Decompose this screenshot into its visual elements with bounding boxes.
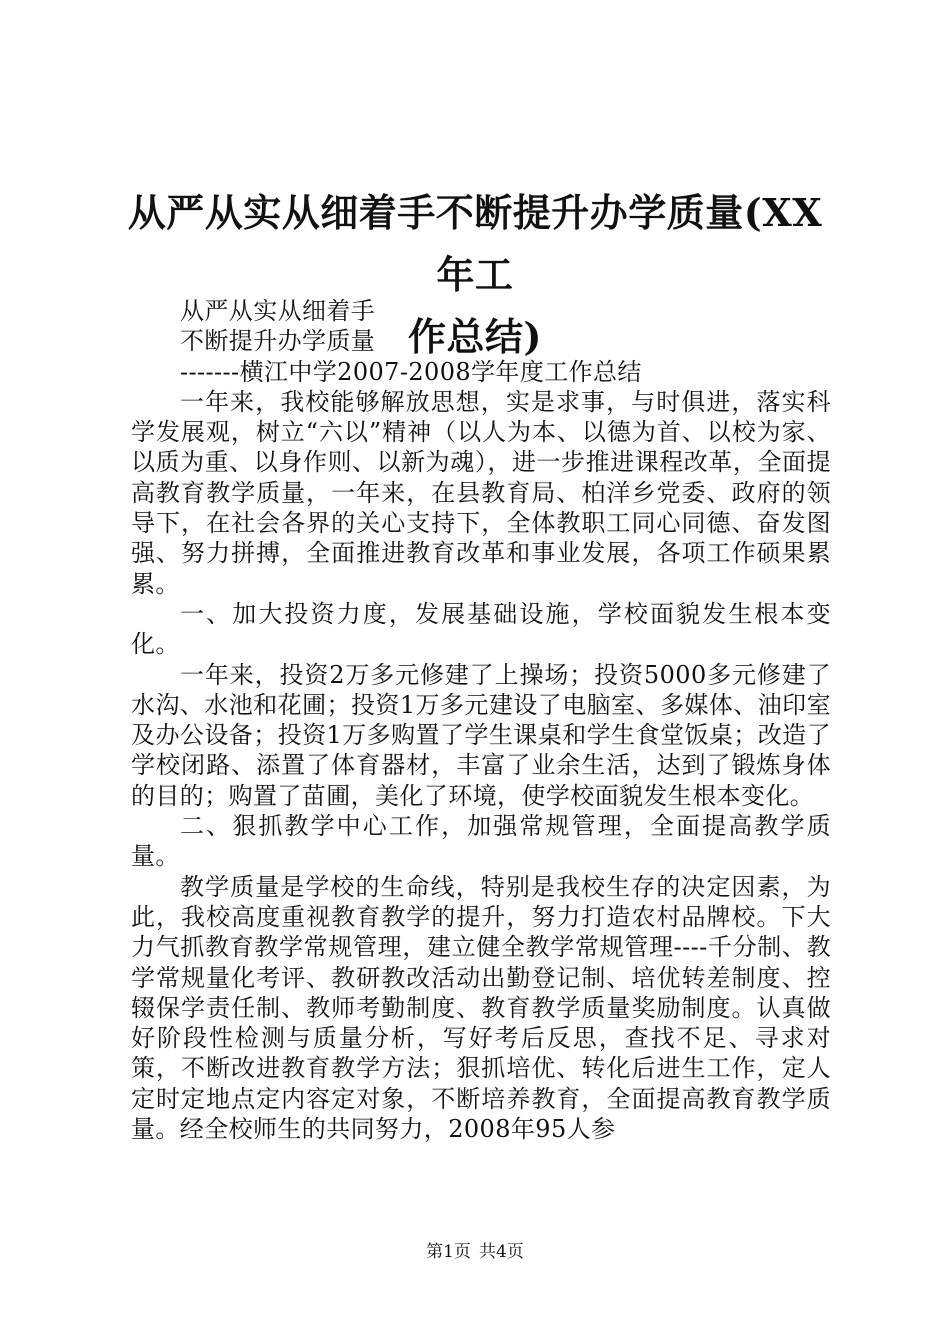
subtitle-2: 不断提升办学质量 bbox=[180, 327, 376, 356]
paragraph-teaching-quality: 教学质量是学校的生命线，特别是我校生存的决定因素，为此，我校高度重视教育教学的提升，努力打造农村品牌校。下大力气抓教育教学常规管理，建立健全教学常规管理----千分制、教学常规量化考评、教研教改活动出勤登记制、培优转差制度、控辍保学责任制、教师考勤制度、教育教学质量奖励制度。认真做好阶段性检测与质量分析，写好考后反思，查找不足、寻求对策，不断改进教育教学方法；狠抓培优、转化后进生工作，定人定时定地点定内容定对象，不断培养教育，全面提高教育教学质量。经全校师生的共同努力，2008年95人参 bbox=[131, 872, 831, 1144]
page-number: 第1页 bbox=[426, 1242, 471, 1262]
section-heading-2: 二、狠抓教学中心工作，加强常规管理，全面提高教学质量。 bbox=[131, 812, 831, 871]
section-heading-1: 一、加大投资力度，发展基础设施，学校面貌发生根本变化。 bbox=[131, 599, 831, 659]
page-total: 共4页 bbox=[479, 1242, 524, 1262]
title-line-2: 作总结) bbox=[408, 314, 542, 359]
subtitle-1: 从严从实从细着手 bbox=[180, 297, 376, 325]
title-line-1: 从严从实从细着手不断提升办学质量(XX年工 bbox=[127, 190, 823, 297]
paragraph-investment: 一年来，投资2万多元修建了上操场；投资5000多元修建了水沟、水池和花圃；投资1万多元建设了电脑室、多媒体、油印室及办公设备；投资1万多购置了学生课桌和学生食堂饭桌；改造了学校闭路、添置了体育器材，丰富了业余生活，达到了锻炼身体的目的；购置了苗圃，美化了环境，使学校面貌发生根本变化。 bbox=[131, 660, 831, 810]
document-body bbox=[131, 296, 831, 1144]
page-footer bbox=[0, 1240, 950, 1264]
subtitle-3: -------横江中学2007-2008学年度工作总结 bbox=[180, 357, 642, 386]
paragraph-intro: 一年来，我校能够解放思想，实是求事，与时俱进，落实科学发展观，树立“六以”精神（以人为本、以德为首、以校为家、以质为重、以身作则、以新为魂），进一步推进课程改革，全面提高教育教学质量，一年来，在县教育局、柏洋乡党委、政府的领导下，在社会各界的关心支持下，全体教职工同心同德、奋发图强、努力拼搏，全面推进教育改革和事业发展，各项工作硕果累累。 bbox=[131, 387, 831, 598]
